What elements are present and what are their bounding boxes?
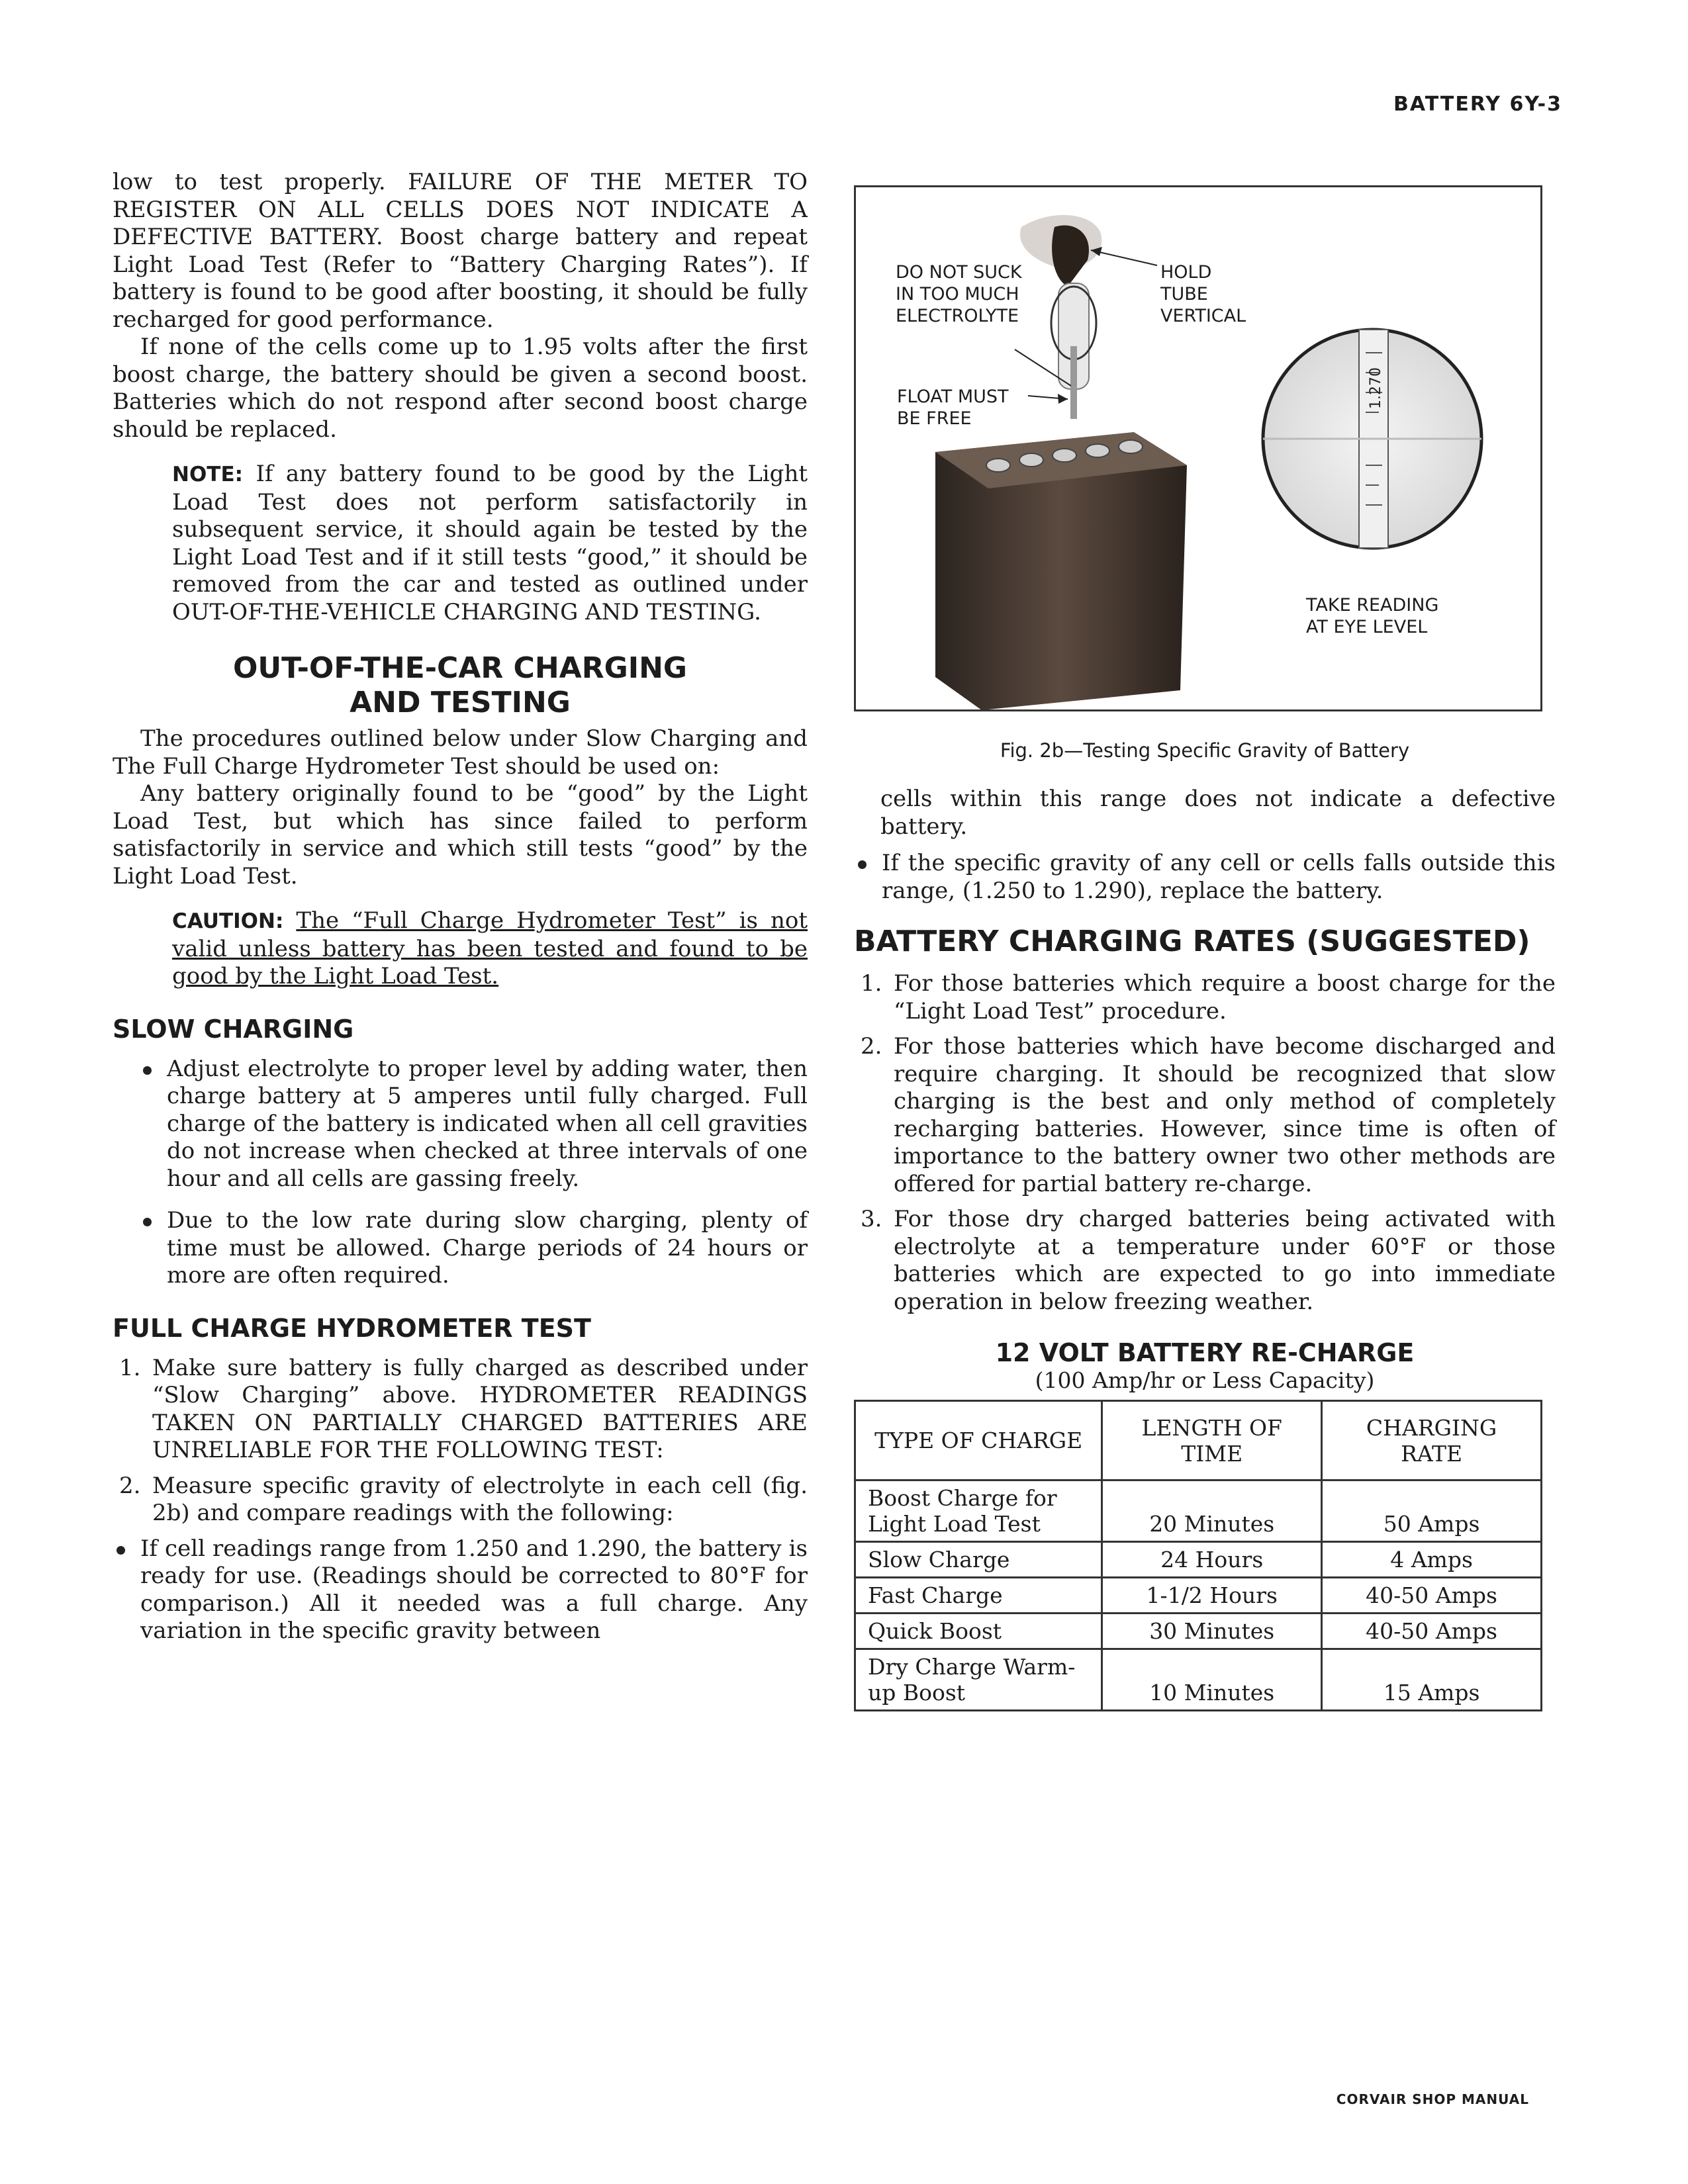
bulb-shape [1052, 225, 1089, 287]
column-header: LENGTH OF TIME [1102, 1401, 1322, 1480]
table-cell: Boost Charge for Light Load Test [855, 1480, 1102, 1542]
list-item: Due to the low rate during slow charging, plenty of time must be allowed. Charge periods of 24 hours or more are often required. [139, 1207, 808, 1290]
list-number: 2. [119, 1472, 141, 1499]
table-cell: Quick Boost [855, 1614, 1102, 1649]
label-do-not-suck: DO NOT SUCK IN TOO MUCH ELECTROLYTE [896, 262, 1022, 326]
list-number: 1. [861, 970, 882, 997]
charging-rates-table [854, 1400, 1542, 1711]
list-text: Make sure battery is fully charged as described under “Slow Charging” above. HYDROMETER READINGS TAKEN ON PARTIALLY CHARGED BATTERIES ARE UNRELIABLE FOR THE FOLLOWING TEST: [152, 1354, 808, 1463]
list-number: 2. [861, 1033, 882, 1060]
list-text: For those batteries which require a boost charge for the “Light Load Test” procedure. [894, 970, 1556, 1024]
table-header-row [855, 1401, 1542, 1480]
section-heading: BATTERY CHARGING RATES (SUGGESTED) [854, 925, 1530, 958]
column-header: TYPE OF CHARGE [855, 1401, 1102, 1480]
list-text: For those batteries which have become discharged and require charging. It should be recognized that slow charging is the best and only method of completely recharging batteries. However, since time is often of importance to the battery owner two other methods are offered for partial battery re-charge. [894, 1033, 1556, 1197]
caution-label: CAUTION: [172, 909, 284, 933]
caution-text: The “Full Charge Hydrometer Test” is not valid unless battery has been tested and found to be good by the Light Load Test. [172, 907, 808, 989]
table-cell: 40-50 Amps [1322, 1614, 1542, 1649]
bullet-list [113, 1535, 808, 1645]
table-cell: 15 Amps [1322, 1649, 1542, 1711]
paragraph: cells within this range does not indicate a defective battery. [880, 786, 1556, 840]
heading-line: AND TESTING [350, 686, 571, 719]
paragraph: Any battery originally found to be “good” by the Light Load Test, but which has since failed to perform satisfactorily in service and which still tests “good” by the Light Load Test. [113, 780, 808, 889]
table-cell: 4 Amps [1322, 1542, 1542, 1578]
label-hold-tube: HOLD TUBE VERTICAL [1160, 262, 1246, 326]
table-cell: 50 Amps [1322, 1480, 1542, 1542]
figure-caption: Fig. 2b—Testing Specific Gravity of Battery [1000, 739, 1410, 762]
heading-line: OUT-OF-THE-CAR CHARGING [232, 651, 688, 685]
table-row [855, 1480, 1542, 1542]
table-cell: 30 Minutes [1102, 1614, 1322, 1649]
table-row [855, 1542, 1542, 1578]
bullet-list [139, 1056, 808, 1290]
table-cell: 24 Hours [1102, 1542, 1322, 1578]
section-heading [113, 651, 808, 720]
list-item [854, 1033, 1556, 1198]
table-row [855, 1578, 1542, 1614]
table-title: 12 VOLT BATTERY RE-CHARGE [995, 1338, 1415, 1367]
footer: CORVAIR SHOP MANUAL [1336, 2091, 1529, 2107]
column-header: CHARGING RATE [1322, 1401, 1542, 1480]
section-heading: FULL CHARGE HYDROMETER TEST [113, 1313, 591, 1343]
list-text: Measure specific gravity of electrolyte in each cell (fig. 2b) and compare readings with the following: [152, 1472, 808, 1526]
running-head: BATTERY 6Y-3 [1393, 93, 1562, 116]
table-cell: Slow Charge [855, 1542, 1102, 1578]
numbered-list [113, 1355, 808, 1527]
list-item: If the specific gravity of any cell or cells falls outside this range, (1.250 to 1.290), replace the battery. [854, 850, 1556, 905]
section-heading: SLOW CHARGING [113, 1014, 354, 1044]
list-number: 3. [861, 1206, 882, 1232]
note [172, 461, 808, 626]
list-item [854, 970, 1556, 1025]
right-column [854, 185, 1556, 1711]
list-item: If cell readings range from 1.250 and 1.290, the battery is ready for use. (Readings should be corrected to 80°F for comparison.) All it needed was a full charge. Any variation in the specific gravity between [113, 1535, 808, 1645]
paragraph: The procedures outlined below under Slow Charging and The Full Charge Hydrometer Test should be used on: [113, 725, 808, 780]
table-row [855, 1649, 1542, 1711]
note-text: If any battery found to be good by the Light Load Test does not perform satisfactorily in subsequent service, it should again be tested by the Light Load Test and if it still tests “good,” it should be removed from the car and tested as outlined under OUT-OF-THE-VEHICLE CHARGING AND TESTING. [172, 461, 808, 625]
table-row [855, 1614, 1542, 1649]
left-column [113, 169, 808, 1660]
numbered-list [854, 970, 1556, 1316]
table-cell: 40-50 Amps [1322, 1578, 1542, 1614]
figure-hydrometer [854, 185, 1542, 711]
label-eye-level: TAKE READING AT EYE LEVEL [1306, 595, 1439, 637]
list-item [113, 1473, 808, 1527]
table-cell: Fast Charge [855, 1578, 1102, 1614]
list-item: Adjust electrolyte to proper level by adding water, then charge battery at 5 amperes until fully charged. Full charge of the battery is indicated when all cell gravities do not increase when checked at three intervals of one hour and all cells are gassing freely. [139, 1056, 808, 1193]
table-cell: 1-1/2 Hours [1102, 1578, 1322, 1614]
table-cell: 10 Minutes [1102, 1649, 1322, 1711]
table-subtitle: (100 Amp/hr or Less Capacity) [1035, 1367, 1375, 1393]
label-float-free: FLOAT MUST BE FREE [897, 387, 1009, 429]
bullet-list [854, 850, 1556, 905]
note-label: NOTE: [172, 463, 244, 486]
caution [172, 907, 808, 991]
paragraph: low to test properly. FAILURE OF THE METER TO REGISTER ON ALL CELLS DOES NOT INDICATE A DEFECTIVE BATTERY. Boost charge battery and repeat Light Load Test (Refer to “Battery Charging Rates”). If battery is found to be good after boosting, it should be fully recharged for good performance. [113, 169, 808, 333]
table-cell: 20 Minutes [1102, 1480, 1322, 1542]
list-item [113, 1355, 808, 1465]
paragraph: If none of the cells come up to 1.95 volts after the first boost charge, the battery should be given a second boost. Batteries which do not respond after second boost charge should be replaced. [113, 334, 808, 443]
list-item [854, 1206, 1556, 1316]
table-cell: Dry Charge Warm-up Boost [855, 1649, 1102, 1711]
scale-reading: 1.270 [1368, 367, 1384, 409]
list-number: 1. [119, 1354, 141, 1381]
list-text: For those dry charged batteries being activated with electrolyte at a temperature under 60°F or those batteries which are expected to go into immediate operation in below freezing weather. [894, 1206, 1556, 1315]
